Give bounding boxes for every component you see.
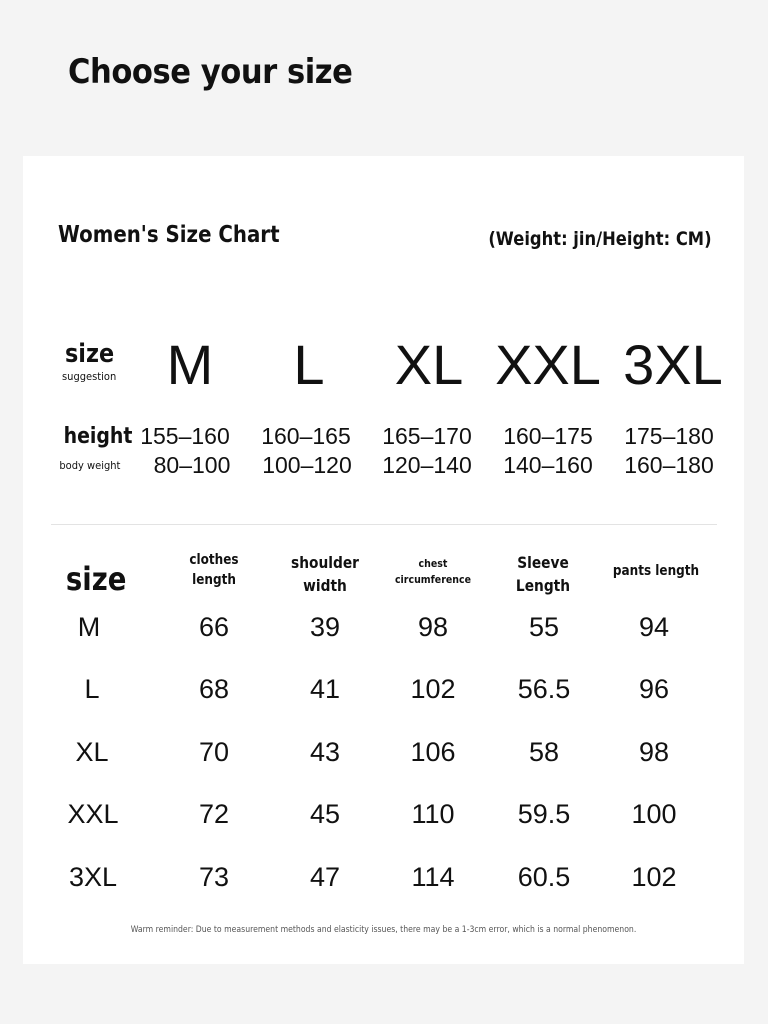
chest-value: 110: [411, 799, 455, 829]
shoulder-width-value: 39: [309, 612, 341, 642]
chest-value: 98: [417, 612, 449, 642]
height-range: 160–175: [503, 423, 593, 449]
column-header-shoulder-width: shoulder width: [291, 553, 359, 596]
chest-value: 114: [411, 862, 455, 892]
size-suggestion-sublabel: suggestion: [62, 370, 117, 383]
row-size: XL: [75, 737, 109, 767]
units-note: (Weight: jin/Height: CM): [488, 228, 712, 250]
column-header-sleeve-length: Sleeve Length: [515, 553, 571, 596]
column-header-pants-length: pants length: [612, 563, 700, 579]
weight-range: 160–180: [624, 452, 714, 478]
clothes-length-value: 72: [198, 799, 230, 829]
weight-range: 140–160: [503, 452, 593, 478]
height-range: 155–160: [140, 423, 230, 449]
size-chart-card: [23, 156, 744, 964]
height-range: 165–170: [382, 423, 472, 449]
pants-length-value: 96: [638, 674, 670, 704]
shoulder-width-value: 45: [309, 799, 341, 829]
pants-length-value: 98: [638, 737, 670, 767]
weight-range: 100–120: [262, 452, 352, 478]
sleeve-length-value: 59.5: [517, 799, 571, 829]
section-divider: [51, 524, 717, 525]
chest-value: 106: [410, 737, 456, 767]
suggested-size-l: L: [293, 333, 325, 396]
height-label: height: [63, 424, 133, 449]
row-size: M: [77, 612, 101, 642]
suggested-size-xl: XL: [394, 333, 464, 396]
weight-range: 80–100: [153, 452, 231, 478]
warm-reminder-footnote: Warm reminder: Due to measurement methods and elasticity issues, there may be a 1-3cm error, which is a normal phenomenon.: [130, 925, 637, 935]
shoulder-width-value: 41: [309, 674, 341, 704]
row-size: 3XL: [68, 862, 118, 892]
pants-length-value: 102: [631, 862, 677, 892]
shoulder-width-value: 43: [309, 737, 341, 767]
suggested-size-xxl: XXL: [495, 333, 601, 396]
sleeve-length-value: 58: [528, 737, 560, 767]
height-range: 160–165: [261, 423, 351, 449]
size-suggestion-label: size: [65, 339, 115, 369]
suggested-size-3xl: 3XL: [623, 333, 723, 396]
column-header-clothes-length: clothes length: [189, 552, 239, 589]
clothes-length-value: 68: [198, 674, 230, 704]
row-size: L: [84, 674, 100, 704]
pants-length-value: 94: [638, 612, 670, 642]
height-range: 175–180: [624, 423, 714, 449]
clothes-length-value: 73: [198, 862, 230, 892]
clothes-length-value: 66: [198, 612, 230, 642]
sleeve-length-value: 60.5: [517, 862, 571, 892]
shoulder-width-value: 47: [309, 862, 341, 892]
sleeve-length-value: 55: [528, 612, 560, 642]
column-header-chest-circumference: chest circumference: [394, 557, 472, 586]
row-size: XXL: [67, 799, 119, 829]
table-size-header: size: [65, 560, 127, 598]
pants-length-value: 100: [631, 799, 677, 829]
chart-title: Women's Size Chart: [58, 222, 280, 248]
chest-value: 102: [410, 674, 456, 704]
clothes-length-value: 70: [198, 737, 230, 767]
body-weight-label: body weight: [59, 459, 121, 472]
weight-range: 120–140: [382, 452, 472, 478]
page-title: Choose your size: [68, 52, 353, 92]
sleeve-length-value: 56.5: [517, 674, 571, 704]
suggested-size-m: M: [166, 333, 214, 396]
